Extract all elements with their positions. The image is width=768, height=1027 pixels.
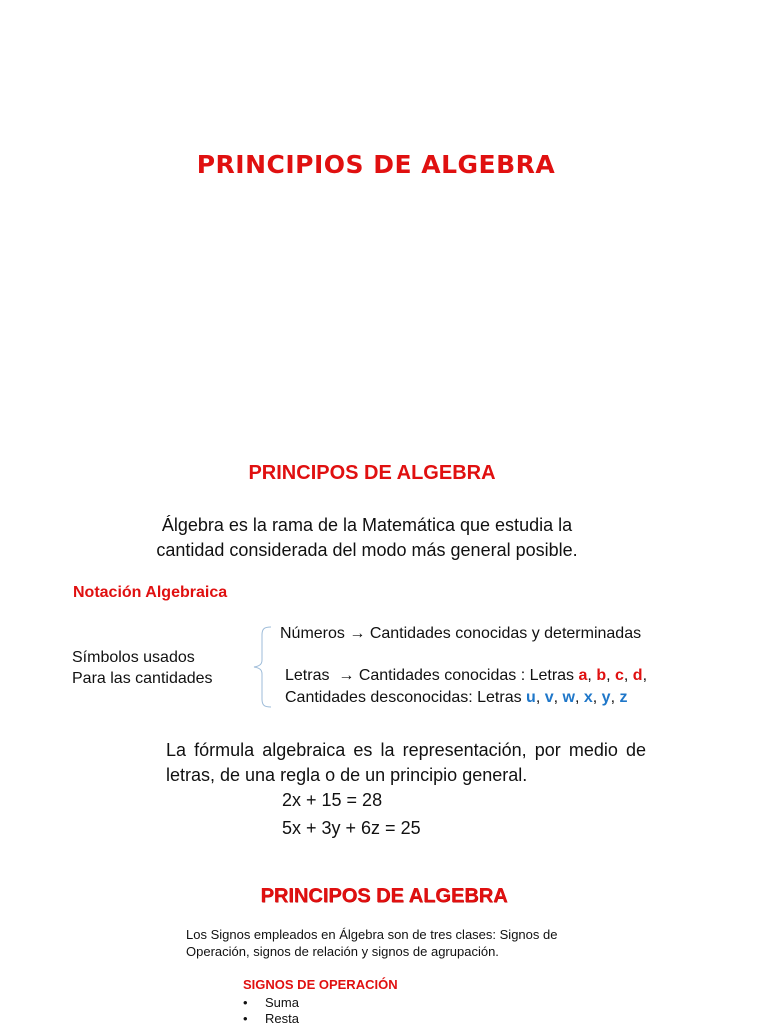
variable-letter: u xyxy=(526,689,536,706)
list-item xyxy=(243,995,299,1011)
variable-letter: b xyxy=(596,667,607,684)
numbers-description: Cantidades conocidas y determinadas xyxy=(369,625,642,642)
symbols-label xyxy=(72,647,213,689)
symbols-label-line: Símbolos usados xyxy=(72,649,195,666)
arrow-right-icon: → xyxy=(349,625,366,642)
signs-heading: SIGNOS DE OPERACIÓN xyxy=(243,977,398,992)
arrow-right-icon: → xyxy=(338,667,355,684)
variable-letter: c xyxy=(614,667,624,684)
unknown-letters: u, v, w, x, y, z xyxy=(526,689,628,706)
letters-line xyxy=(285,667,647,685)
variable-letter: w xyxy=(562,689,575,706)
variable-letter: z xyxy=(619,689,628,706)
operations-list xyxy=(243,995,299,1027)
intro-line: cantidad considerada del modo más general posible. xyxy=(156,540,578,560)
formula-definition: La fórmula algebraica es la representación, por medio de letras, de una regla o de un principio general. xyxy=(166,740,646,785)
section-title: PRINCIPOS DE ALGEBRA xyxy=(260,885,508,907)
variable-letter: v xyxy=(544,689,554,706)
bullet-icon: • xyxy=(243,995,248,1010)
list-item xyxy=(243,1011,299,1027)
bullet-icon: • xyxy=(243,1011,248,1026)
equation: 2x + 15 = 28 xyxy=(282,790,383,810)
variable-letter: y xyxy=(601,689,611,706)
notation-heading: Notación Algebraica xyxy=(73,584,228,601)
intro-paragraph xyxy=(0,513,734,563)
equation: 5x + 3y + 6z = 25 xyxy=(282,818,421,838)
numbers-line xyxy=(280,625,641,643)
known-letters: a, b, c, d, xyxy=(578,667,648,684)
section-title: PRINCIPOS DE ALGEBRA xyxy=(248,462,496,484)
unknown-description: Cantidades desconocidas: Letras xyxy=(285,689,522,706)
page-title: PRINCIPIOS DE ALGEBRA xyxy=(196,150,556,179)
list-item-label: Suma xyxy=(265,995,299,1010)
numbers-label: Números xyxy=(280,625,345,642)
variable-letter: x xyxy=(583,689,593,706)
curly-brace-icon xyxy=(248,626,274,708)
unknown-line xyxy=(285,689,627,707)
signs-paragraph: Los Signos empleados en Álgebra son de tres clases: Signos de Operación, signos de relación y signos de agrupación. xyxy=(186,927,558,959)
list-item-label: Resta xyxy=(265,1011,299,1026)
letters-description: Cantidades conocidas : Letras xyxy=(358,667,575,684)
variable-letter: d xyxy=(632,667,643,684)
symbols-label-line: Para las cantidades xyxy=(72,670,213,687)
letters-label: Letras xyxy=(285,667,330,684)
variable-letter: a xyxy=(578,667,588,684)
intro-line: Álgebra es la rama de la Matemática que estudia la xyxy=(161,515,573,535)
